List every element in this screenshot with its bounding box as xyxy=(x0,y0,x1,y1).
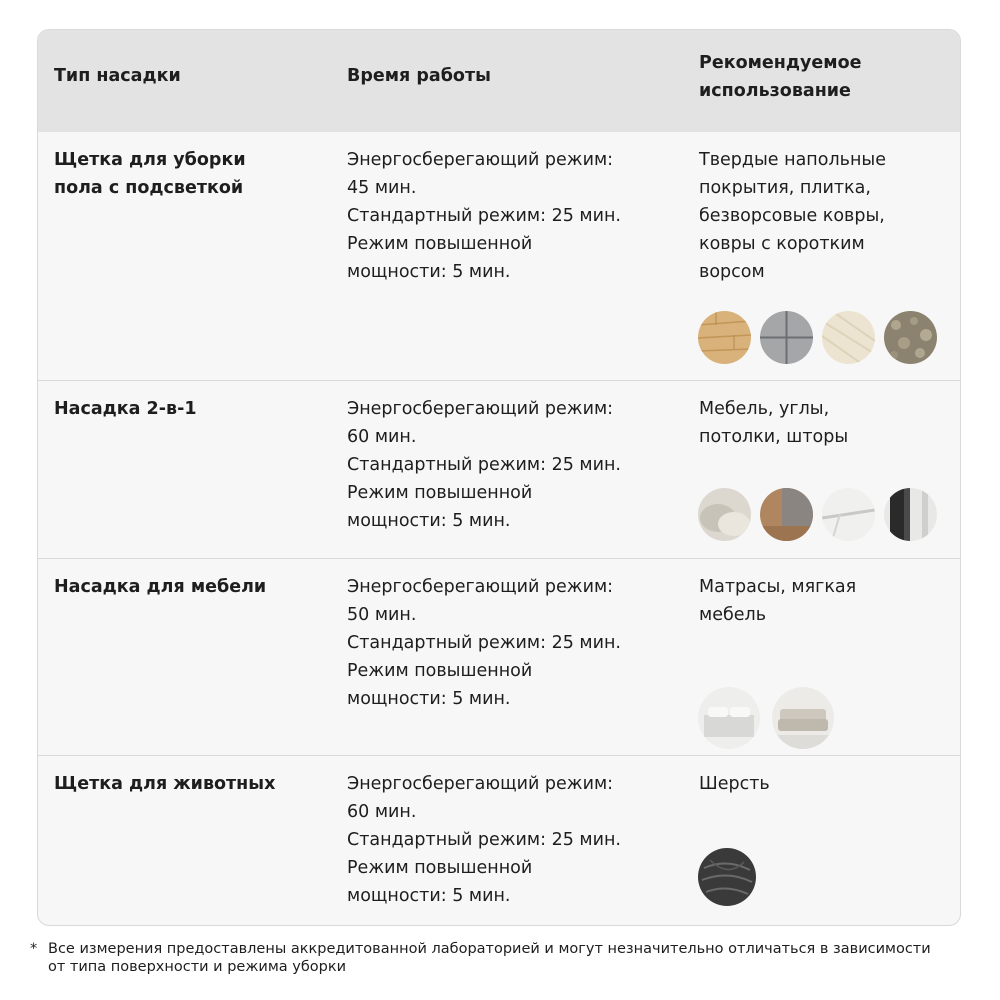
run-time-line: Стандартный режим: 25 мин. xyxy=(347,830,621,850)
recommended-use-line: потолки, шторы xyxy=(699,427,849,447)
attachment-name-line: Щетка для животных xyxy=(54,774,276,794)
footnote-line: Все измерения предоставлены аккредитованной лабораторией и могут незначительно отличаться в зависимости xyxy=(48,941,931,957)
light-carpet-swatch xyxy=(822,311,875,364)
run-time-line: 50 мин. xyxy=(347,605,417,625)
recommended-use-line: покрытия, плитка, xyxy=(699,178,871,198)
recommended-use xyxy=(699,573,949,629)
footnote-text xyxy=(48,940,931,976)
run-time-line: Энергосберегающий режим: xyxy=(347,399,614,419)
footnote-asterisk: * xyxy=(30,941,38,957)
run-time-line: Энергосберегающий режим: xyxy=(347,774,614,794)
attachment-name-line: Насадка для мебели xyxy=(54,577,267,597)
run-time xyxy=(347,573,667,713)
ceiling-corner-swatch xyxy=(822,488,875,541)
run-time-line: Стандартный режим: 25 мин. xyxy=(347,455,621,475)
run-time xyxy=(347,395,667,535)
recommended-use-line: Мебель, углы, xyxy=(699,399,830,419)
attachment-name xyxy=(54,770,324,798)
wood-floor-swatch xyxy=(698,311,751,364)
recommended-use-line: Матрасы, мягкая xyxy=(699,577,857,597)
recommended-use-line: мебель xyxy=(699,605,767,625)
run-time-line: 45 мин. xyxy=(347,178,417,198)
run-time-line: мощности: 5 мин. xyxy=(347,511,511,531)
header-run-time: Время работы xyxy=(347,66,491,86)
pet-hair-swatch xyxy=(698,848,756,906)
run-time-line: Энергосберегающий режим: xyxy=(347,577,614,597)
header-attachment-type: Тип насадки xyxy=(54,66,181,86)
run-time-line: Энергосберегающий режим: xyxy=(347,150,614,170)
curtains-swatch xyxy=(884,488,937,541)
run-time-line: Режим повышенной xyxy=(347,858,533,878)
wooden-furniture-swatch xyxy=(760,488,813,541)
recommended-use-line: ворсом xyxy=(699,262,765,282)
header-recommended-use-line: использование xyxy=(699,81,851,101)
bed-mattress-swatch xyxy=(698,687,760,749)
attachment-name xyxy=(54,573,324,601)
header-recommended-use xyxy=(699,49,861,105)
run-time xyxy=(347,146,667,286)
recommended-use xyxy=(699,395,949,451)
attachments-table xyxy=(37,29,961,926)
recommended-use xyxy=(699,770,949,798)
attachment-name-line: Щетка для уборки xyxy=(54,150,246,170)
recommended-use-line: безворсовые ковры, xyxy=(699,206,885,226)
attachment-name xyxy=(54,395,324,423)
run-time-line: Режим повышенной xyxy=(347,234,533,254)
run-time-line: 60 мин. xyxy=(347,802,417,822)
run-time-line: Режим повышенной xyxy=(347,483,533,503)
textured-carpet-swatch xyxy=(884,311,937,364)
run-time-line: 60 мин. xyxy=(347,427,417,447)
table-row xyxy=(38,558,960,756)
cushions-swatch xyxy=(698,488,751,541)
grey-tile-swatch xyxy=(760,311,813,364)
run-time-line: Стандартный режим: 25 мин. xyxy=(347,633,621,653)
table-row xyxy=(38,132,960,380)
run-time-line: Стандартный режим: 25 мин. xyxy=(347,206,621,226)
table-row xyxy=(38,755,960,926)
recommended-use-line: Твердые напольные xyxy=(699,150,886,170)
header-recommended-use-line: Рекомендуемое xyxy=(699,53,862,73)
attachment-name-line: Насадка 2-в-1 xyxy=(54,399,197,419)
footnote-line: от типа поверхности и режима уборки xyxy=(48,959,347,975)
table-row xyxy=(38,380,960,559)
attachment-name-line: пола с подсветкой xyxy=(54,178,244,198)
run-time-line: Режим повышенной xyxy=(347,661,533,681)
table-header xyxy=(38,30,960,132)
run-time-line: мощности: 5 мин. xyxy=(347,262,511,282)
attachment-name xyxy=(54,146,324,202)
sofa-swatch xyxy=(772,687,834,749)
run-time-line: мощности: 5 мин. xyxy=(347,886,511,906)
run-time xyxy=(347,770,667,910)
recommended-use-line: ковры с коротким xyxy=(699,234,865,254)
recommended-use-line: Шерсть xyxy=(699,774,770,794)
run-time-line: мощности: 5 мин. xyxy=(347,689,511,709)
recommended-use xyxy=(699,146,949,286)
